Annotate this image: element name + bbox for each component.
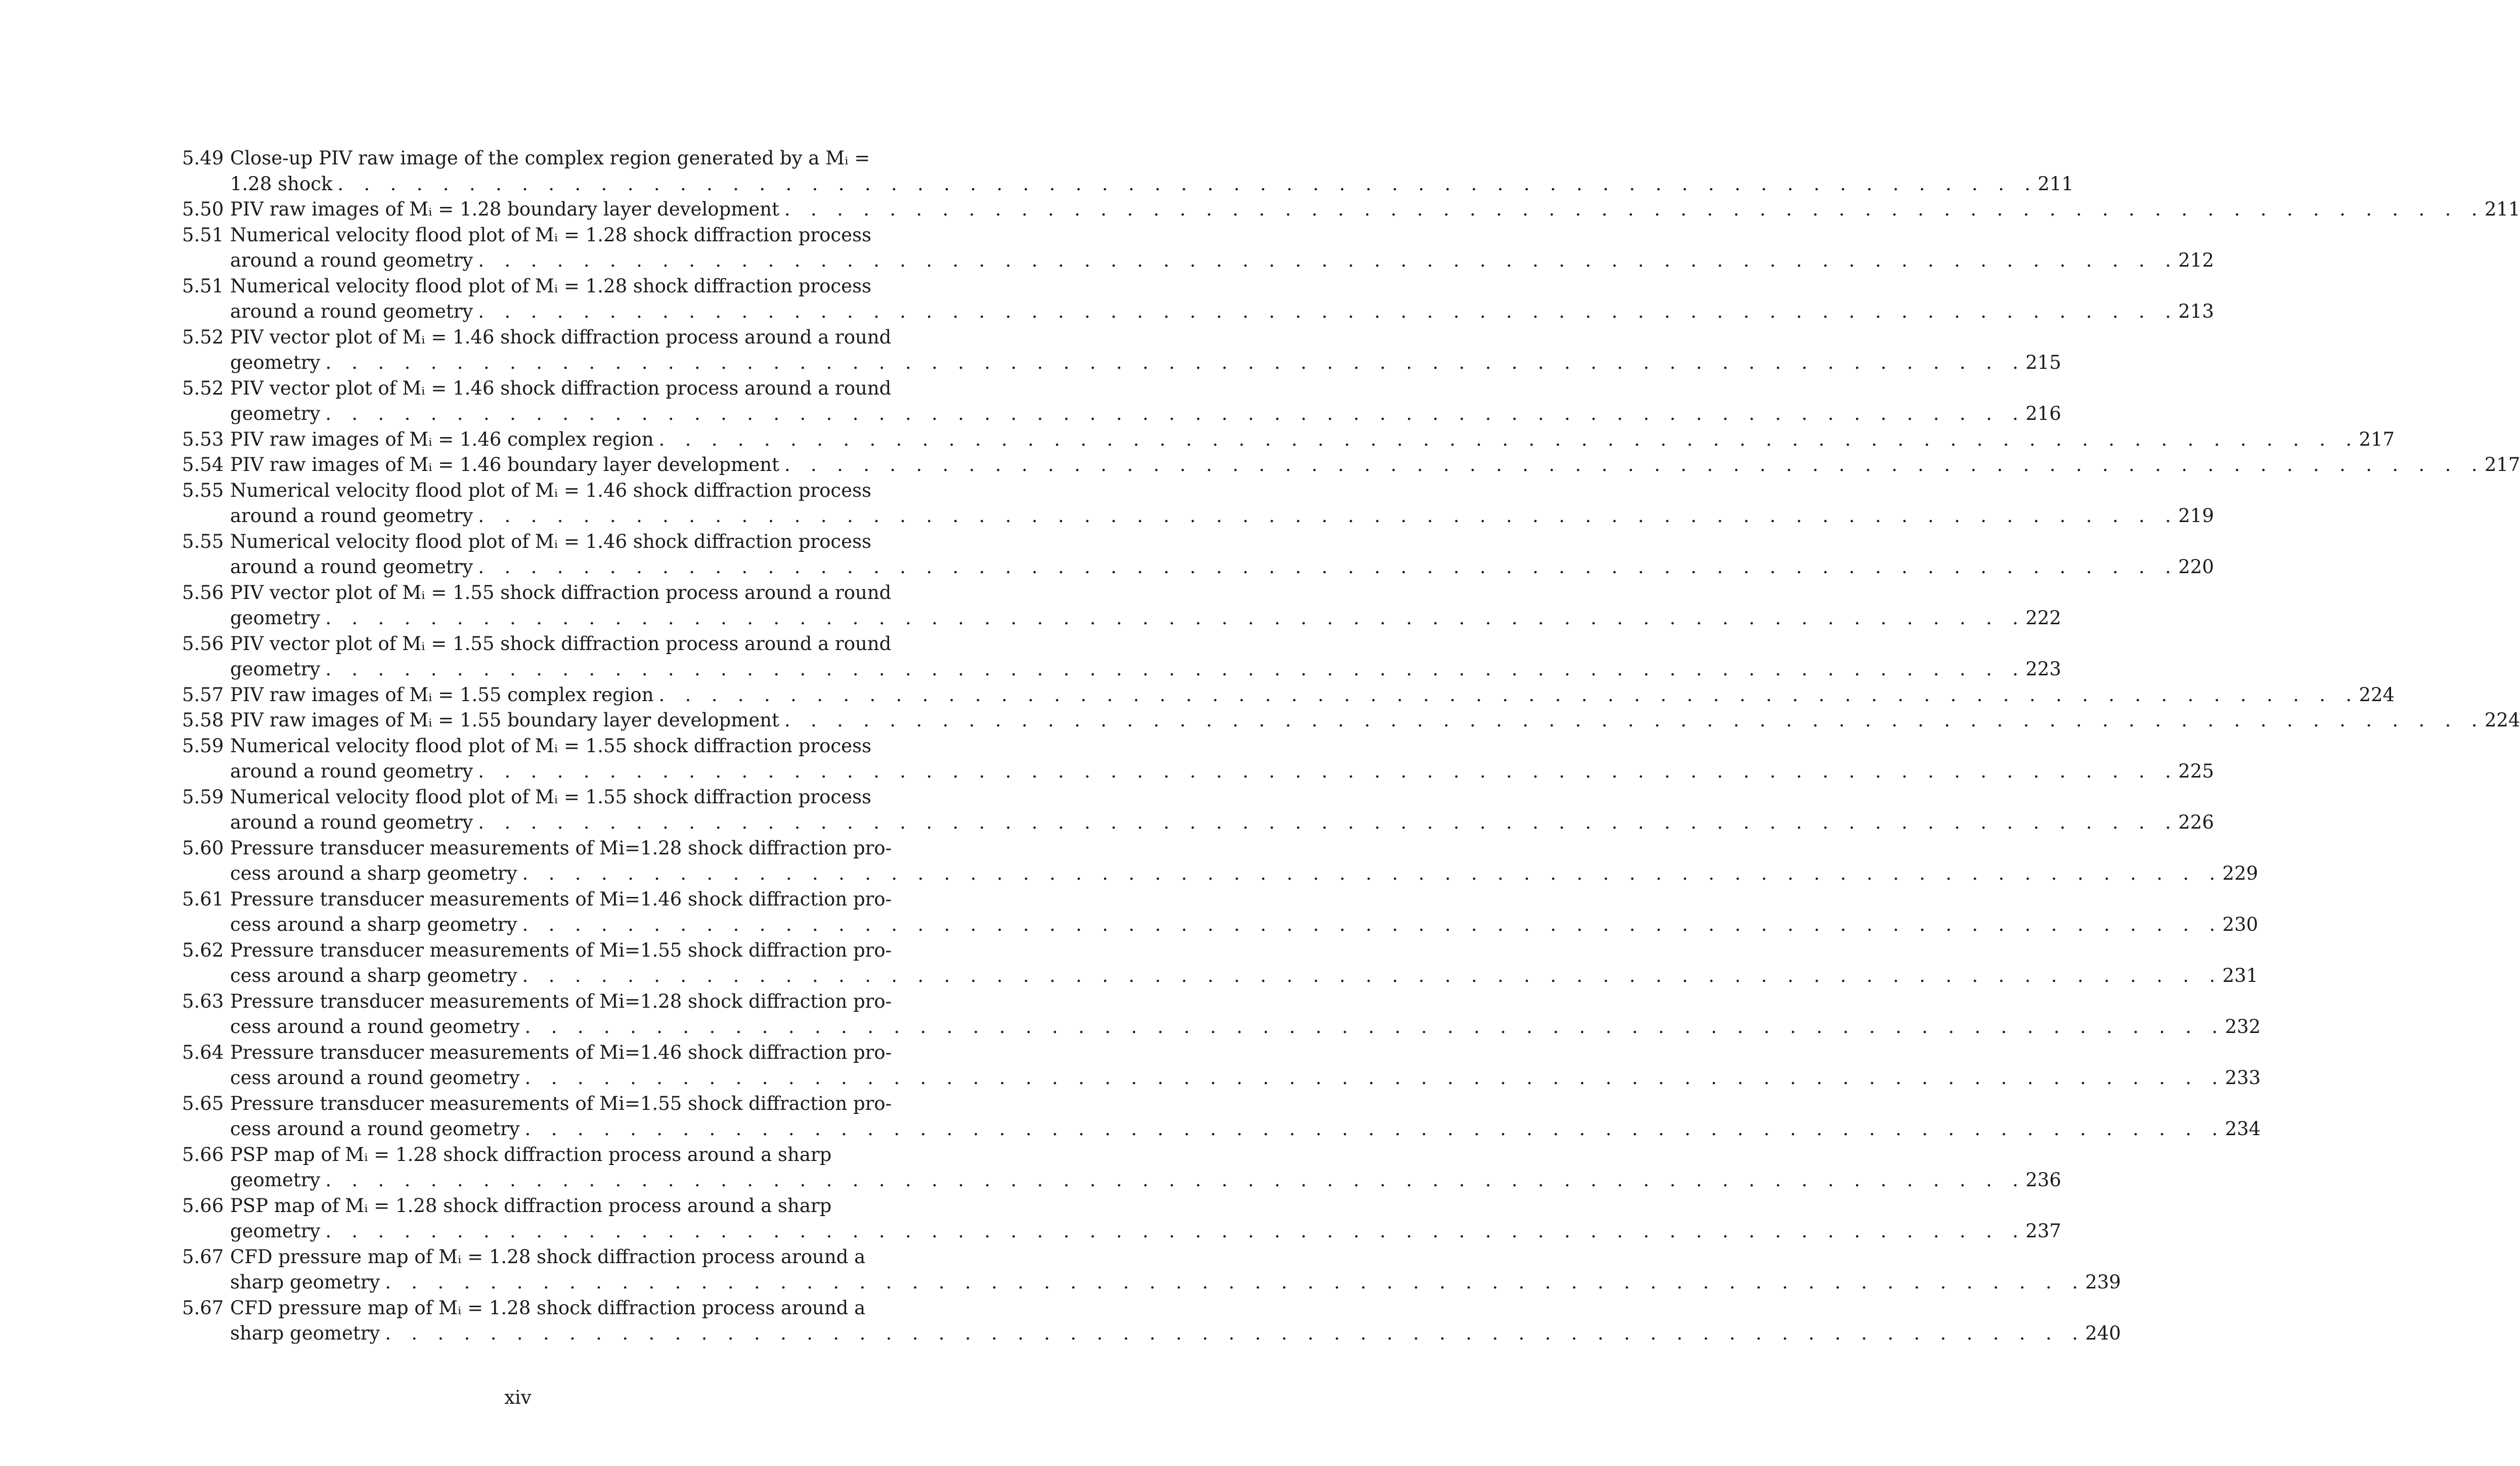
dot-leader: . . . . . . . . . . . . . . . . . . . . . . . . . . . . . . . . . . . . . . . . . . . . . . . . . . . . . . . . . . . . . . . . . [524,1118,2225,1140]
page-ref[interactable]: 240 [2085,1322,2121,1344]
dot-leader: . . . . . . . . . . . . . . . . . . . . . . . . . . . . . . . . . . . . . . . . . . . . . . . . . . . . . . . . . . . . . . . . . [522,863,2223,884]
figure-number: 5.56 [182,632,224,655]
lof-entry[interactable] [182,785,2214,836]
figure-caption-line: CFD pressure map of Mᵢ = 1.28 shock diffraction process around a [230,1245,866,1268]
page-ref[interactable]: 225 [2178,760,2214,782]
figure-caption-line: cess around a round geometry [230,1067,520,1089]
figure-number: 5.52 [182,326,224,348]
figure-caption-line: Numerical velocity flood plot of Mᵢ = 1.28 shock diffraction process [230,224,871,246]
lof-entry[interactable] [182,734,2214,785]
figure-caption-last-line [230,401,2061,427]
figure-number: 5.59 [182,735,224,757]
figure-caption-line: Pressure transducer measurements of Mi=1.55 shock diffraction pro- [230,1092,892,1114]
figure-caption-line: Pressure transducer measurements of Mi=1.28 shock diffraction pro- [230,837,892,859]
figure-number: 5.50 [182,198,224,220]
figure-caption-line: around a round geometry [230,505,473,527]
figure-number: 5.65 [182,1092,224,1114]
list-of-figures [182,146,2520,1347]
dot-leader: . . . . . . . . . . . . . . . . . . . . . . . . . . . . . . . . . . . . . . . . . . . . . . . . . . . . . . . . . . . . . . . . . [784,709,2485,731]
lof-entry[interactable] [182,1193,2061,1244]
page-ref[interactable]: 236 [2025,1169,2061,1191]
figure-caption-last-line [230,912,2259,938]
figure-caption-last-line [230,708,2520,734]
figure-caption-last-line [230,759,2214,785]
page-ref[interactable]: 211 [2038,173,2073,195]
figure-number: 5.67 [182,1245,224,1268]
lof-entry[interactable] [182,580,2061,631]
page-ref[interactable]: 237 [2025,1220,2061,1242]
page-ref[interactable]: 230 [2222,914,2259,935]
figure-caption-line: PIV vector plot of Mᵢ = 1.55 shock diffraction process around a round [230,632,892,655]
figure-caption-line: Pressure transducer measurements of Mi=1.55 shock diffraction pro- [230,939,892,961]
figure-number: 5.58 [182,709,224,731]
figure-caption-line: Pressure transducer measurements of Mi=1.28 shock diffraction pro- [230,990,892,1012]
figure-caption-line: PIV vector plot of Mᵢ = 1.55 shock diffraction process around a round [230,581,892,603]
page-ref[interactable]: 213 [2178,300,2214,322]
page-ref[interactable]: 224 [2359,683,2395,706]
lof-entry[interactable] [182,1296,2121,1347]
figure-caption-last-line [230,963,2259,989]
lof-entry[interactable] [182,427,2395,453]
figure-number: 5.49 [182,147,224,169]
lof-entry[interactable] [182,197,2520,223]
figure-caption-last-line [230,657,2061,682]
figure-caption-line: Numerical velocity flood plot of Mᵢ = 1.46 shock diffraction process [230,479,871,501]
page-ref[interactable]: 216 [2025,403,2061,424]
lof-entry[interactable] [182,376,2061,427]
figure-caption-line: around a round geometry [230,556,473,578]
page-ref[interactable]: 222 [2025,607,2061,629]
figure-caption-last-line [230,1014,2261,1040]
figure-caption-last-line [230,452,2520,478]
figure-caption-last-line [230,171,2073,197]
page-number: xiv [504,1387,532,1408]
figure-number: 5.62 [182,939,224,961]
figure-number: 5.60 [182,837,224,859]
figure-caption-line: around a round geometry [230,811,473,833]
figure-number: 5.52 [182,377,224,399]
dot-leader: . . . . . . . . . . . . . . . . . . . . . . . . . . . . . . . . . . . . . . . . . . . . . . . . . . . . . . . . . . . . . . . . . [385,1271,2086,1293]
figure-number: 5.67 [182,1297,224,1319]
figure-number: 5.54 [182,454,224,476]
figure-caption-line: geometry [230,352,321,373]
figure-caption-line: Pressure transducer measurements of Mi=1.46 shock diffraction pro- [230,1041,892,1063]
lof-entry[interactable] [182,708,2520,734]
lof-entry[interactable] [182,325,2061,376]
figure-caption-line: geometry [230,403,321,424]
lof-entry[interactable] [182,223,2214,274]
figure-number: 5.55 [182,479,224,501]
dot-leader: . . . . . . . . . . . . . . . . . . . . . . . . . . . . . . . . . . . . . . . . . . . . . . . . . . . . . . . . . . . . . . . . . [478,300,2179,322]
figure-caption-line: Pressure transducer measurements of Mi=1.46 shock diffraction pro- [230,888,892,910]
figure-caption-line: PSP map of Mᵢ = 1.28 shock diffraction process around a sharp [230,1194,832,1217]
figure-caption-line: PSP map of Mᵢ = 1.28 shock diffraction process around a sharp [230,1143,832,1166]
figure-caption-line: PIV vector plot of Mᵢ = 1.46 shock diffraction process around a round [230,326,892,348]
figure-caption-line: PIV raw images of Mᵢ = 1.28 boundary layer development [230,198,779,220]
figure-number: 5.66 [182,1143,224,1166]
dot-leader: . . . . . . . . . . . . . . . . . . . . . . . . . . . . . . . . . . . . . . . . . . . . . . . . . . . . . . . . . . . . . . . . . [522,965,2223,986]
dot-leader: . . . . . . . . . . . . . . . . . . . . . . . . . . . . . . . . . . . . . . . . . . . . . . . . . . . . . . . . . . . . . . . . . [478,249,2179,271]
dot-leader: . . . . . . . . . . . . . . . . . . . . . . . . . . . . . . . . . . . . . . . . . . . . . . . . . . . . . . . . . . . . . . . . . [325,352,2026,373]
figure-caption-line: sharp geometry [230,1322,380,1344]
lof-entry[interactable] [182,1040,2261,1091]
dot-leader: . . . . . . . . . . . . . . . . . . . . . . . . . . . . . . . . . . . . . . . . . . . . . . . . . . . . . . . . . . . . . . . . . [658,683,2359,706]
dot-leader: . . . . . . . . . . . . . . . . . . . . . . . . . . . . . . . . . . . . . . . . . . . . . . . . . . . . . . . . . . . . . . . . . [325,1220,2026,1242]
figure-caption-last-line [230,1168,2061,1193]
figure-caption-last-line [230,503,2214,529]
dot-leader: . . . . . . . . . . . . . . . . . . . . . . . . . . . . . . . . . . . . . . . . . . . . . . . . . . . . . . . . . . . . . . . . . [385,1322,2086,1344]
lof-entry[interactable] [182,1091,2261,1142]
dot-leader: . . . . . . . . . . . . . . . . . . . . . . . . . . . . . . . . . . . . . . . . . . . . . . . . . . . . . . . . . . . . . . . . . [478,760,2179,782]
figure-caption-line: cess around a sharp geometry [230,914,517,935]
dot-leader: . . . . . . . . . . . . . . . . . . . . . . . . . . . . . . . . . . . . . . . . . . . . . . . . . . . . . . . . . . . . . . . . . [325,658,2026,680]
lof-entry[interactable] [182,146,2073,197]
page-ref[interactable]: 239 [2085,1271,2121,1293]
dot-leader: . . . . . . . . . . . . . . . . . . . . . . . . . . . . . . . . . . . . . . . . . . . . . . . . . . . . . . . . . . . . . . . . . [325,1169,2026,1191]
figure-caption-line: sharp geometry [230,1271,380,1293]
lof-entry[interactable] [182,1244,2121,1296]
dot-leader: . . . . . . . . . . . . . . . . . . . . . . . . . . . . . . . . . . . . . . . . . . . . . . . . . . . . . . . . . . . . . . . . . [478,556,2179,578]
dot-leader: . . . . . . . . . . . . . . . . . . . . . . . . . . . . . . . . . . . . . . . . . . . . . . . . . . . . . . . . . . . . . . . . . [325,403,2026,424]
lof-entry[interactable] [182,938,2259,989]
figure-caption-last-line [230,554,2214,580]
page-ref[interactable]: 232 [2225,1016,2261,1038]
figure-number: 5.59 [182,786,224,808]
figure-caption-line: around a round geometry [230,300,473,322]
figure-caption-last-line [230,682,2395,708]
figure-caption-last-line [230,861,2259,887]
figure-caption-line: Numerical velocity flood plot of Mᵢ = 1.55 shock diffraction process [230,735,871,757]
figure-number: 5.66 [182,1194,224,1217]
figure-caption-line: cess around a sharp geometry [230,965,517,986]
dot-leader: . . . . . . . . . . . . . . . . . . . . . . . . . . . . . . . . . . . . . . . . . . . . . . . . . . . . . . . . . . . . . . . . . [478,505,2179,527]
figure-caption-last-line [230,248,2214,274]
dot-leader: . . . . . . . . . . . . . . . . . . . . . . . . . . . . . . . . . . . . . . . . . . . . . . . . . . . . . . . . . . . . . . . . . [524,1016,2225,1038]
lof-entry[interactable] [182,478,2214,529]
dot-leader: . . . . . . . . . . . . . . . . . . . . . . . . . . . . . . . . . . . . . . . . . . . . . . . . . . . . . . . . . . . . . . . . . [784,454,2485,476]
figure-caption-line: around a round geometry [230,760,473,782]
lof-entry[interactable] [182,1142,2061,1193]
figure-caption-last-line [230,1116,2261,1142]
dot-leader: . . . . . . . . . . . . . . . . . . . . . . . . . . . . . . . . . . . . . . . . . . . . . . . . . . . . . . . . . . . . . . . . . [524,1067,2225,1089]
figure-caption-last-line [230,606,2061,631]
figure-caption-last-line [230,1321,2121,1347]
figure-number: 5.51 [182,275,224,297]
page-ref[interactable]: 217 [2484,454,2520,476]
lof-entry[interactable] [182,631,2061,682]
dot-leader: . . . . . . . . . . . . . . . . . . . . . . . . . . . . . . . . . . . . . . . . . . . . . . . . . . . . . . . . . . . . . . . . . [337,173,2038,195]
figure-caption-line: PIV raw images of Mᵢ = 1.55 complex region [230,683,654,706]
page-ref[interactable]: 231 [2222,965,2259,986]
page-ref[interactable]: 233 [2225,1067,2261,1089]
dot-leader: . . . . . . . . . . . . . . . . . . . . . . . . . . . . . . . . . . . . . . . . . . . . . . . . . . . . . . . . . . . . . . . . . [658,428,2359,450]
figure-caption-line: Numerical velocity flood plot of Mᵢ = 1.46 shock diffraction process [230,530,871,552]
figure-number: 5.53 [182,428,224,450]
figure-caption-line: PIV raw images of Mᵢ = 1.46 boundary layer development [230,454,779,476]
page-ref[interactable]: 234 [2225,1118,2261,1140]
lof-entry[interactable] [182,836,2259,887]
figure-number: 5.55 [182,530,224,552]
figure-caption-line: Numerical velocity flood plot of Mᵢ = 1.28 shock diffraction process [230,275,871,297]
figure-caption-last-line [230,1270,2121,1296]
figure-number: 5.57 [182,683,224,706]
figure-caption-last-line [230,1219,2061,1244]
figure-caption-line: cess around a round geometry [230,1118,520,1140]
figure-caption-line: Numerical velocity flood plot of Mᵢ = 1.55 shock diffraction process [230,786,871,808]
figure-number: 5.64 [182,1041,224,1063]
figure-caption-line: geometry [230,1220,321,1242]
figure-caption-line: cess around a round geometry [230,1016,520,1038]
figure-caption-last-line [230,810,2214,836]
figure-caption-line: PIV raw images of Mᵢ = 1.46 complex region [230,428,654,450]
figure-caption-line: geometry [230,1169,321,1191]
figure-caption-last-line [230,1065,2261,1091]
page-ref[interactable]: 212 [2178,249,2214,271]
page-ref[interactable]: 220 [2178,556,2214,578]
page-ref[interactable]: 217 [2359,428,2395,450]
figure-caption-line: geometry [230,607,321,629]
dot-leader: . . . . . . . . . . . . . . . . . . . . . . . . . . . . . . . . . . . . . . . . . . . . . . . . . . . . . . . . . . . . . . . . . [478,811,2179,833]
figure-caption-line: geometry [230,658,321,680]
figure-number: 5.61 [182,888,224,910]
figure-number: 5.63 [182,990,224,1012]
page-ref[interactable]: 224 [2484,709,2520,731]
lof-entry[interactable] [182,274,2214,325]
dot-leader: . . . . . . . . . . . . . . . . . . . . . . . . . . . . . . . . . . . . . . . . . . . . . . . . . . . . . . . . . . . . . . . . . [522,914,2223,935]
figure-caption-last-line [230,350,2061,376]
lof-entry[interactable] [182,887,2259,938]
figure-caption-line: Close-up PIV raw image of the complex region generated by a Mᵢ = [230,147,870,169]
figure-caption-last-line [230,427,2395,453]
page-ref[interactable]: 219 [2178,505,2214,527]
lof-entry[interactable] [182,529,2214,580]
figure-caption-line: PIV vector plot of Mᵢ = 1.46 shock diffraction process around a round [230,377,892,399]
figure-number: 5.51 [182,224,224,246]
lof-entry[interactable] [182,682,2395,708]
page-ref[interactable]: 215 [2025,352,2061,373]
page-ref[interactable]: 226 [2178,811,2214,833]
dot-leader: . . . . . . . . . . . . . . . . . . . . . . . . . . . . . . . . . . . . . . . . . . . . . . . . . . . . . . . . . . . . . . . . . [325,607,2026,629]
page-ref[interactable]: 229 [2222,863,2259,884]
figure-caption-line: around a round geometry [230,249,473,271]
figure-caption-line: CFD pressure map of Mᵢ = 1.28 shock diffraction process around a [230,1297,866,1319]
page-ref[interactable]: 211 [2484,198,2520,220]
lof-entry[interactable] [182,989,2261,1040]
figure-caption-line: cess around a sharp geometry [230,863,517,884]
figure-caption-line: PIV raw images of Mᵢ = 1.55 boundary layer development [230,709,779,731]
figure-number: 5.56 [182,581,224,603]
figure-caption-last-line [230,197,2520,223]
dot-leader: . . . . . . . . . . . . . . . . . . . . . . . . . . . . . . . . . . . . . . . . . . . . . . . . . . . . . . . . . . . . . . . . . [784,198,2485,220]
lof-entry[interactable] [182,452,2520,478]
figure-caption-last-line [230,299,2214,325]
page-ref[interactable]: 223 [2025,658,2061,680]
figure-caption-line: 1.28 shock [230,173,333,195]
